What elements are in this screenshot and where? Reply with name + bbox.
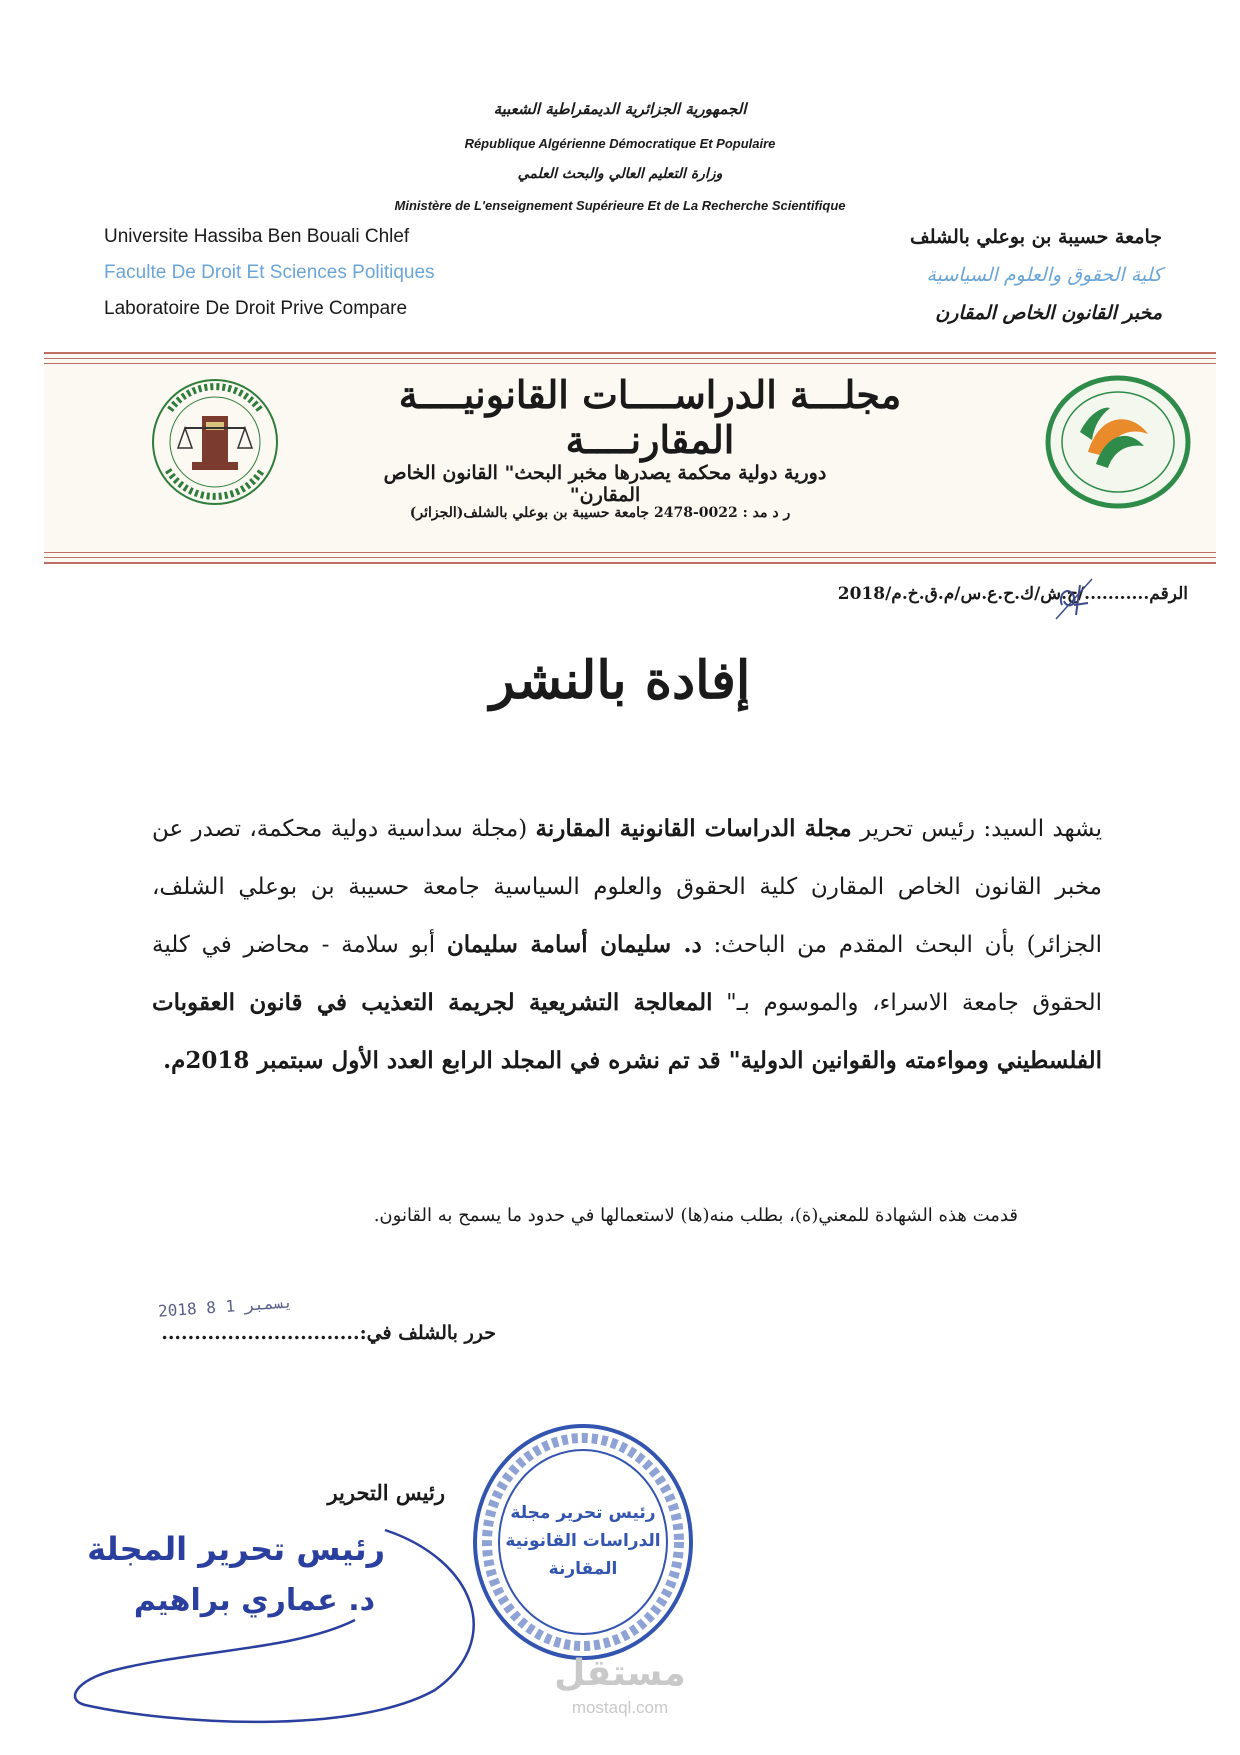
date-stamp: 2018 يسمبر 1 8 [157,1292,294,1321]
university-logo [1040,372,1195,512]
seal-line-3: المقارنة [548,1559,618,1579]
ministry-french: Ministère de L'enseignement Supérieure Et de La Recherche Scientifique [394,198,846,213]
watermark [530,1645,710,1725]
top-rule-thin-2 [44,363,1216,364]
university-name-ar: جامعة حسيبة بن بوعلي بالشلف [910,226,1162,248]
watermark-domain: mostaql.com [571,1698,669,1717]
seal-line-1: رئيس تحرير مجلة [510,1503,656,1523]
handwritten-number [1052,575,1097,623]
body-text-1: يشهد السيد: رئيس تحرير [851,816,1102,842]
university-name-fr: Universite Hassiba Ben Bouali Chlef [104,226,410,247]
faculty-name-ar: كلية الحقوق والعلوم السياسية [926,264,1162,286]
journal-name-bold: مجلة الدراسات القانونية المقارنة [535,815,852,842]
journal-subtitle: دورية دولية محكمة يصدرها مخبر البحث" القانون الخاص المقارن" [383,462,827,506]
journal-issn: ر د مد : 0022-2478 جامعة حسيبة بن بوعلي بالشلف(الجزائر) [409,505,791,521]
republic-arabic: الجمهورية الجزائرية الديمقراطية الشعبية [493,100,747,118]
top-rule-thin [44,358,1216,359]
lab-logo [140,370,290,515]
closing-statement: قدمت هذه الشهادة للمعني(ة)، بطلب منه(ها) لاستعمالها في حدود ما يسمح به القانون. [373,1205,1018,1226]
signature [55,1500,515,1735]
document-title: إفادة بالنشر [489,650,751,711]
journal-title: مجلـــة الدراســــات القانونيــــة المقارنــــة [398,372,902,462]
signature-line-1: رئيس تحرير المجلة [87,1530,385,1568]
body-text-3: أبو سلامة - محاضر في كلية الحقوق جامعة الاسراء، والموسوم بـ" [152,932,1103,1016]
lab-name-ar: مخبر القانون الخاص المقارن [935,302,1162,324]
body-text-2: (مجلة سداسية دولية محكمة، تصدر عن مخبر القانون الخاص المقارن كلية الحقوق والعلوم السياسية جامعة حسيبة بن بوعلي الشلف، الجزائر) بأن البحث المقدم من الباحث: [152,816,1102,958]
written-at-line: حرر بالشلف في:.............................. [161,1322,496,1344]
lab-name-fr: Laboratoire De Droit Prive Compare [104,298,408,319]
signature-line-2: د. عماري براهيم [133,1583,375,1618]
top-rule [44,352,1216,354]
faculty-name-fr: Faculte De Droit Et Sciences Politiques [104,262,435,283]
bottom-rule [44,562,1216,564]
researcher-name: د. سليمان أسامة سليمان [446,931,702,958]
reference-number: الرقم.........../ج.ش/ك.ح.ع.س/م.ق.خ.م/2018 [837,584,1188,604]
bottom-rule-thin [44,552,1216,553]
bottom-rule-thin-2 [44,557,1216,558]
watermark-arabic: مستقل [554,1653,686,1694]
republic-french: République Algérienne Démocratique Et Populaire [464,136,776,151]
paper-title-and-issue: المعالجة التشريعية لجريمة التعذيب في قانون العقوبات الفلسطيني ومواءمته والقوانين الدولية" قد تم نشره في المجلد الرابع العدد الأول سبتمبر 2018م. [152,989,1102,1074]
certificate-body [152,800,1102,1090]
editor-in-chief-label: رئيس التحرير [327,1480,445,1505]
ministry-arabic: وزارة التعليم العالي والبحث العلمي [517,166,723,182]
seal-line-2: الدراسات القانونية [505,1531,661,1551]
